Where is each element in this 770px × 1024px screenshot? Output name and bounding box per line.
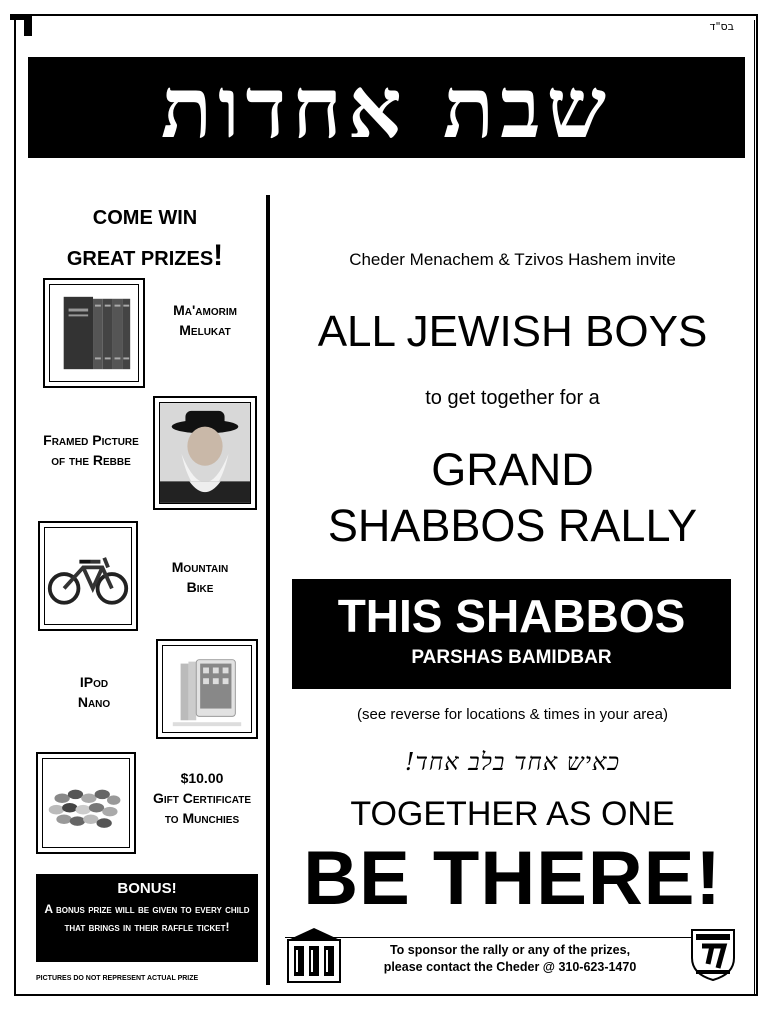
- this-shabbos-box: [292, 579, 731, 689]
- together-for-text: to get together for a: [425, 387, 600, 409]
- prize-label-ipod: IPod Nano: [77, 674, 111, 710]
- bonus-title: BONUS!: [117, 880, 177, 897]
- column-divider: [266, 195, 270, 985]
- rally-heading-line1: GRAND: [431, 444, 594, 495]
- corner-mark: [10, 14, 34, 36]
- bonus-text: A bonus prize will be given to every child that brings in their raffle ticket!: [44, 902, 250, 934]
- rally-heading-line2: SHABBOS RALLY: [327, 500, 698, 551]
- portrait-icon: [159, 402, 251, 504]
- title-banner: [28, 57, 745, 158]
- prize-label-books: Ma'amorim Melukat: [173, 302, 237, 338]
- sponsor-text: [345, 942, 675, 976]
- this-shabbos-heading: THIS SHABBOS: [337, 590, 686, 642]
- together-as-one: TOGETHER AS ONE: [350, 795, 675, 833]
- prize-image-books: [43, 278, 145, 388]
- sponsor-line2: please contact the Cheder @ 310-623-1470: [383, 960, 637, 974]
- prize-label-bike: Mountain Bike: [171, 559, 229, 595]
- bonus-box: [36, 874, 258, 962]
- be-there-heading: BE THERE!: [303, 836, 722, 921]
- rally-heading: [280, 442, 745, 554]
- reverse-note: (see reverse for locations & times in your area): [357, 706, 668, 723]
- prize-label-portrait: Framed Picture of the Rebbe: [43, 432, 139, 468]
- prizes-heading-line2: GREAT PRIZES!: [66, 239, 224, 272]
- candy-icon: [42, 758, 130, 848]
- tzivos-hashem-logo: [688, 924, 738, 982]
- footer-divider: [285, 937, 735, 938]
- cheder-logo: [286, 926, 342, 984]
- disclaimer: PICTURES DO NOT REPRESENT ACTUAL PRIZE: [36, 975, 199, 982]
- prize-label-gift: $10.00 Gift Certificate to Munchies: [152, 770, 252, 826]
- hebrew-motto: כאיש אחד בלב אחד!: [404, 748, 621, 776]
- prize-image-portrait: [153, 396, 257, 510]
- parsha-name: PARSHAS BAMIDBAR: [411, 647, 612, 668]
- book-set-icon: [49, 284, 139, 382]
- bsd-mark: בס"ד: [709, 20, 734, 33]
- sponsor-line1: To sponsor the rally or any of the prizes,: [389, 943, 631, 957]
- ipod-icon: [162, 645, 252, 733]
- all-boys-heading: ALL JEWISH BOYS: [317, 307, 708, 356]
- invite-text: Cheder Menachem & Tzivos Hashem invite: [349, 250, 676, 269]
- prize-image-ipod: [156, 639, 258, 739]
- prizes-heading-line1: COME WIN: [92, 207, 198, 229]
- prize-image-bike: [38, 521, 138, 631]
- page-title: שבת אחדות: [160, 57, 613, 157]
- bicycle-icon: [44, 527, 132, 625]
- prize-image-candy: [36, 752, 136, 854]
- prizes-heading: [30, 200, 260, 278]
